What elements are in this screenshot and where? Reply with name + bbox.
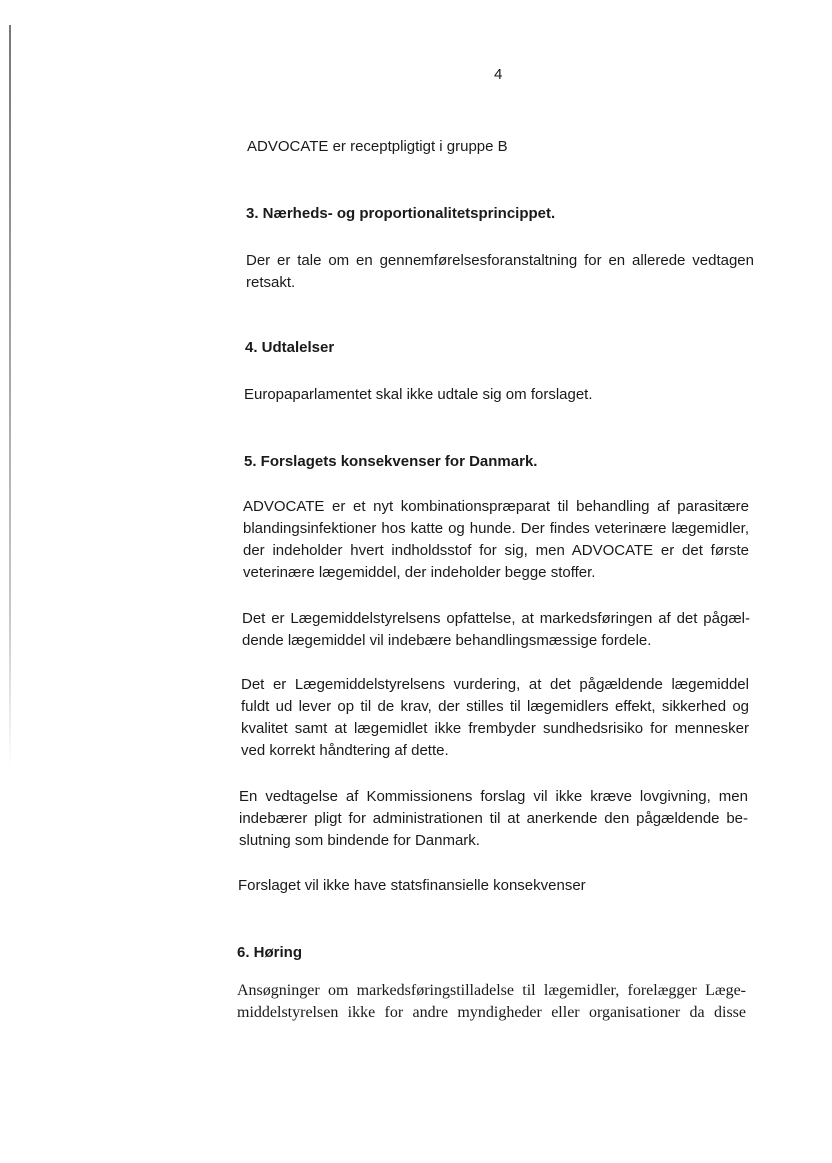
section-5-paragraph-3: [241, 674, 749, 762]
paragraph-line: Der er tale om en gennemførelsesforanstaltning for en allerede vedtagen: [246, 252, 754, 269]
paragraph-line: middelstyrelsen ikke for andre myndigheder eller organisationer da disse: [237, 1004, 746, 1021]
section-6-heading: 6. Høring: [237, 944, 303, 961]
section-4-heading: 4. Udtalelser: [245, 339, 335, 356]
paragraph-line: slutning som bindende for Danmark.: [239, 832, 480, 849]
prescription-note: ADVOCATE er receptpligtigt i gruppe B: [247, 138, 508, 155]
paragraph-line: retsakt.: [246, 274, 296, 291]
section-3-paragraph: [246, 250, 754, 294]
paragraph-line: dende lægemiddel vil indebære behandlingsmæssige fordele.: [242, 632, 652, 649]
section-5-paragraph-2: [242, 608, 750, 652]
paragraph-line: veterinære lægemiddel, der indeholder begge stoffer.: [243, 564, 596, 581]
section-5-paragraph-4: [239, 786, 748, 852]
paragraph-line: kvalitet samt at lægemidlet ikke frembyder sundhedsrisiko for mennesker: [241, 720, 749, 737]
paragraph-line: Ansøgninger om markedsføringstilladelse til lægemidler, forelægger Læge-: [237, 982, 746, 999]
page-number: 4: [494, 66, 503, 83]
paragraph-line: blandingsinfektioner hos katte og hunde. Der findes veterinære lægemidler,: [243, 520, 749, 537]
paragraph-line: Det er Lægemiddelstyrelsens opfattelse, at markedsføringen af det pågæl-: [242, 610, 750, 627]
paragraph-line: ved korrekt håndtering af dette.: [241, 742, 449, 759]
paragraph-line: Det er Lægemiddelstyrelsens vurdering, at det pågældende lægemiddel: [241, 676, 749, 693]
section-6-paragraph: [237, 980, 746, 1024]
paragraph-line: indebærer pligt for administrationen til at anerkende den pågældende be-: [239, 810, 748, 827]
section-5-heading: 5. Forslagets konsekvenser for Danmark.: [244, 453, 538, 470]
section-4-paragraph: Europaparlamentet skal ikke udtale sig om forslaget.: [244, 386, 593, 403]
paragraph-line: En vedtagelse af Kommissionens forslag vil ikke kræve lovgivning, men: [239, 788, 748, 805]
paragraph-line: fuldt ud lever op til de krav, der stilles til lægemidlers effekt, sikkerhed og: [241, 698, 749, 715]
paragraph-line: ADVOCATE er et nyt kombinationspræparat til behandling af parasitære: [243, 498, 749, 515]
scan-edge-shadow: [9, 25, 11, 770]
section-5-paragraph-1: [243, 496, 749, 584]
section-5-paragraph-5: Forslaget vil ikke have statsfinansielle konsekvenser: [238, 877, 586, 894]
paragraph-line: der indeholder hvert indholdsstof for sig, men ADVOCATE er det første: [243, 542, 749, 559]
section-3-heading: 3. Nærheds- og proportionalitetsprincippet.: [246, 205, 556, 222]
